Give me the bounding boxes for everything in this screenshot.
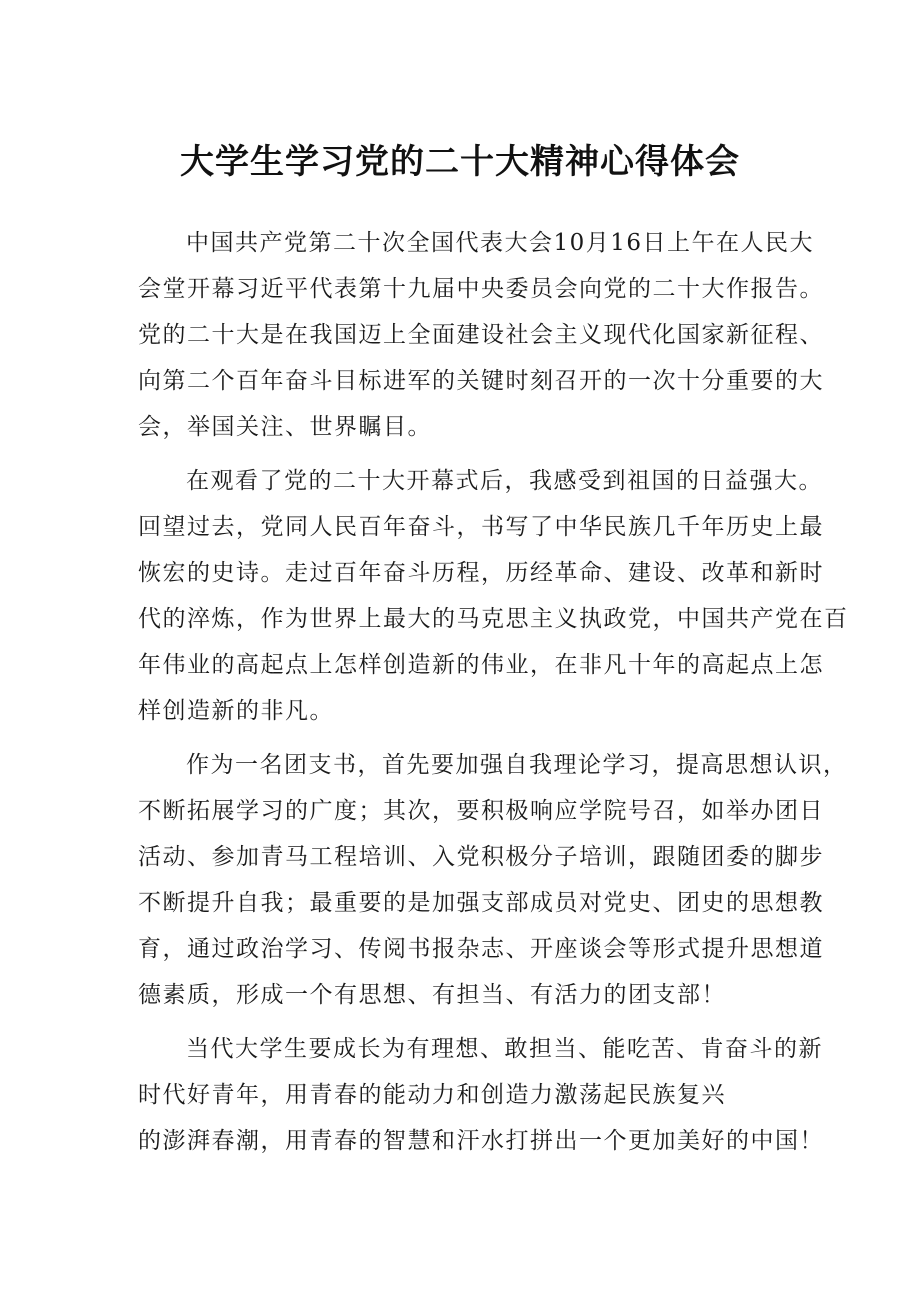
paragraph-2-line-6: 样创造新的非凡。 [138,698,334,724]
paragraph-3-line-2: 不断拓展学习的广度；其次，要积极响应学院号召，如举办团日 [138,798,824,824]
paragraph-2-line-1: 在观看了党的二十大开幕式后，我感受到祖国的日益强大。 [186,468,823,494]
paragraph-3-line-6: 德素质，形成一个有思想、有担当、有活力的团支部！ [138,982,726,1008]
paragraph-1-line-5: 会，举国关注、世界瞩目。 [138,414,432,440]
paragraph-3-line-1: 作为一名团支书，首先要加强自我理论学习，提高思想认识， [186,752,848,778]
paragraph-2-line-4: 代的淬炼，作为世界上最大的马克思主义执政党，中国共产党在百 [138,606,849,632]
paragraph-1-line-3: 党的二十大是在我国迈上全面建设社会主义现代化国家新征程、 [138,322,824,348]
paragraph-2-line-3: 恢宏的史诗。走过百年奋斗历程，历经革命、建设、改革和新时 [138,560,824,586]
paragraph-2-line-2: 回望过去，党同人民百年奋斗，书写了中华民族几千年历史上最 [138,514,824,540]
paragraph-4-line-1: 当代大学生要成长为有理想、敢担当、能吃苦、肯奋斗的新 [186,1036,823,1062]
paragraph-1-line-4: 向第二个百年奋斗目标进军的关键时刻召开的一次十分重要的大 [138,368,824,394]
paragraph-4-line-2: 时代好青年，用青春的能动力和创造力激荡起民族复兴 [138,1082,726,1108]
paragraph-3-line-5: 育，通过政治学习、传阅书报杂志、开座谈会等形式提升思想道 [138,936,824,962]
paragraph-1-line-2: 会堂开幕习近平代表第十九届中央委员会向党的二十大作报告。 [138,276,824,302]
paragraph-3-line-3: 活动、参加青马工程培训、入党积极分子培训，跟随团委的脚步 [138,844,824,870]
paragraph-3-line-4: 不断提升自我；最重要的是加强支部成员对党史、团史的思想教 [138,890,824,916]
document-title: 大学生学习党的二十大精神心得体会 [180,142,740,182]
paragraph-4-line-3: 的澎湃春潮，用青春的智慧和汗水打拼出一个更加美好的中国！ [138,1128,824,1154]
paragraph-2-line-5: 年伟业的高起点上怎样创造新的伟业，在非凡十年的高起点上怎 [138,652,824,678]
paragraph-1-line-1: 中国共产党第二十次全国代表大会10月16日上午在人民大 [186,230,815,256]
